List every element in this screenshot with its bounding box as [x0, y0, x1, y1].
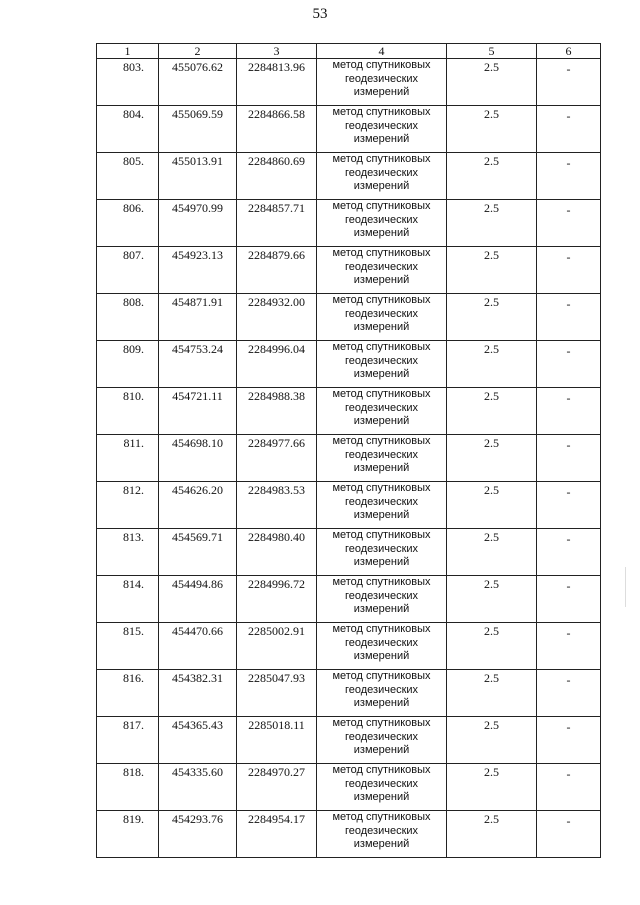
method-cell: метод спутниковых геодезических измерений: [317, 341, 447, 388]
accuracy-cell: 2.5: [447, 764, 537, 811]
table-row: [97, 529, 601, 576]
column-header: 4: [317, 44, 447, 59]
point-number-cell: 819.: [97, 811, 159, 858]
accuracy-cell: 2.5: [447, 341, 537, 388]
note-cell: -: [537, 341, 601, 388]
accuracy-cell: 2.5: [447, 623, 537, 670]
table-row: [97, 482, 601, 529]
page-number: 53: [312, 6, 328, 22]
x-coordinate-cell: 454721.11: [159, 388, 237, 435]
accuracy-cell: 2.5: [447, 247, 537, 294]
accuracy-cell: 2.5: [447, 811, 537, 858]
note-cell: -: [537, 623, 601, 670]
column-header: 1: [97, 44, 159, 59]
table-row: [97, 200, 601, 247]
method-cell: метод спутниковых геодезических измерений: [317, 294, 447, 341]
point-number-cell: 812.: [97, 482, 159, 529]
y-coordinate-cell: 2284857.71: [237, 200, 317, 247]
x-coordinate-cell: 455076.62: [159, 59, 237, 106]
method-cell: метод спутниковых геодезических измерений: [317, 153, 447, 200]
column-header: 5: [447, 44, 537, 59]
table-row: [97, 623, 601, 670]
x-coordinate-cell: 454923.13: [159, 247, 237, 294]
method-cell: метод спутниковых геодезических измерений: [317, 764, 447, 811]
method-cell: метод спутниковых геодезических измерений: [317, 435, 447, 482]
x-coordinate-cell: 454293.76: [159, 811, 237, 858]
x-coordinate-cell: 454569.71: [159, 529, 237, 576]
point-number-cell: 814.: [97, 576, 159, 623]
note-cell: -: [537, 106, 601, 153]
note-cell: -: [537, 294, 601, 341]
x-coordinate-cell: 454382.31: [159, 670, 237, 717]
y-coordinate-cell: 2284983.53: [237, 482, 317, 529]
method-cell: метод спутниковых геодезических измерений: [317, 200, 447, 247]
accuracy-cell: 2.5: [447, 529, 537, 576]
method-cell: метод спутниковых геодезических измерений: [317, 106, 447, 153]
y-coordinate-cell: 2284954.17: [237, 811, 317, 858]
method-cell: метод спутниковых геодезических измерений: [317, 811, 447, 858]
table-row: [97, 764, 601, 811]
column-header: 6: [537, 44, 601, 59]
method-cell: метод спутниковых геодезических измерений: [317, 670, 447, 717]
y-coordinate-cell: 2284996.04: [237, 341, 317, 388]
y-coordinate-cell: 2285047.93: [237, 670, 317, 717]
point-number-cell: 805.: [97, 153, 159, 200]
y-coordinate-cell: 2284813.96: [237, 59, 317, 106]
point-number-cell: 806.: [97, 200, 159, 247]
table-row: [97, 670, 601, 717]
x-coordinate-cell: 454494.86: [159, 576, 237, 623]
x-coordinate-cell: 454753.24: [159, 341, 237, 388]
table-row: [97, 717, 601, 764]
x-coordinate-cell: 454365.43: [159, 717, 237, 764]
column-header: 2: [159, 44, 237, 59]
note-cell: -: [537, 435, 601, 482]
accuracy-cell: 2.5: [447, 717, 537, 764]
point-number-cell: 807.: [97, 247, 159, 294]
table-row: [97, 294, 601, 341]
y-coordinate-cell: 2284988.38: [237, 388, 317, 435]
method-cell: метод спутниковых геодезических измерений: [317, 59, 447, 106]
table-row: [97, 106, 601, 153]
table-body: [97, 59, 601, 858]
method-cell: метод спутниковых геодезических измерений: [317, 388, 447, 435]
point-number-cell: 817.: [97, 717, 159, 764]
method-cell: метод спутниковых геодезических измерений: [317, 247, 447, 294]
x-coordinate-cell: 454871.91: [159, 294, 237, 341]
method-cell: метод спутниковых геодезических измерений: [317, 576, 447, 623]
note-cell: -: [537, 247, 601, 294]
point-number-cell: 810.: [97, 388, 159, 435]
y-coordinate-cell: 2284996.72: [237, 576, 317, 623]
x-coordinate-cell: 454470.66: [159, 623, 237, 670]
note-cell: -: [537, 576, 601, 623]
y-coordinate-cell: 2284879.66: [237, 247, 317, 294]
y-coordinate-cell: 2284866.58: [237, 106, 317, 153]
accuracy-cell: 2.5: [447, 435, 537, 482]
point-number-cell: 818.: [97, 764, 159, 811]
table-row: [97, 247, 601, 294]
accuracy-cell: 2.5: [447, 200, 537, 247]
accuracy-cell: 2.5: [447, 153, 537, 200]
point-number-cell: 813.: [97, 529, 159, 576]
accuracy-cell: 2.5: [447, 294, 537, 341]
method-cell: метод спутниковых геодезических измерений: [317, 717, 447, 764]
note-cell: -: [537, 388, 601, 435]
note-cell: -: [537, 811, 601, 858]
note-cell: -: [537, 529, 601, 576]
y-coordinate-cell: 2284932.00: [237, 294, 317, 341]
accuracy-cell: 2.5: [447, 482, 537, 529]
point-number-cell: 816.: [97, 670, 159, 717]
note-cell: -: [537, 200, 601, 247]
point-number-cell: 815.: [97, 623, 159, 670]
table-row: [97, 576, 601, 623]
note-cell: -: [537, 59, 601, 106]
y-coordinate-cell: 2285018.11: [237, 717, 317, 764]
point-number-cell: 811.: [97, 435, 159, 482]
x-coordinate-cell: 454698.10: [159, 435, 237, 482]
x-coordinate-cell: 454970.99: [159, 200, 237, 247]
table-row: [97, 341, 601, 388]
accuracy-cell: 2.5: [447, 576, 537, 623]
x-coordinate-cell: 454626.20: [159, 482, 237, 529]
coordinates-table: [96, 43, 601, 858]
table-header-row: [97, 44, 601, 59]
note-cell: -: [537, 764, 601, 811]
x-coordinate-cell: 455069.59: [159, 106, 237, 153]
x-coordinate-cell: 454335.60: [159, 764, 237, 811]
scan-artifact-line: [625, 567, 626, 607]
note-cell: -: [537, 153, 601, 200]
accuracy-cell: 2.5: [447, 670, 537, 717]
method-cell: метод спутниковых геодезических измерений: [317, 482, 447, 529]
accuracy-cell: 2.5: [447, 106, 537, 153]
point-number-cell: 803.: [97, 59, 159, 106]
y-coordinate-cell: 2284980.40: [237, 529, 317, 576]
method-cell: метод спутниковых геодезических измерений: [317, 623, 447, 670]
point-number-cell: 804.: [97, 106, 159, 153]
accuracy-cell: 2.5: [447, 59, 537, 106]
column-header: 3: [237, 44, 317, 59]
table-row: [97, 153, 601, 200]
table-row: [97, 59, 601, 106]
y-coordinate-cell: 2284970.27: [237, 764, 317, 811]
note-cell: -: [537, 482, 601, 529]
y-coordinate-cell: 2285002.91: [237, 623, 317, 670]
table-row: [97, 388, 601, 435]
point-number-cell: 808.: [97, 294, 159, 341]
table-row: [97, 811, 601, 858]
note-cell: -: [537, 670, 601, 717]
method-cell: метод спутниковых геодезических измерений: [317, 529, 447, 576]
y-coordinate-cell: 2284860.69: [237, 153, 317, 200]
y-coordinate-cell: 2284977.66: [237, 435, 317, 482]
accuracy-cell: 2.5: [447, 388, 537, 435]
x-coordinate-cell: 455013.91: [159, 153, 237, 200]
note-cell: -: [537, 717, 601, 764]
point-number-cell: 809.: [97, 341, 159, 388]
table-row: [97, 435, 601, 482]
